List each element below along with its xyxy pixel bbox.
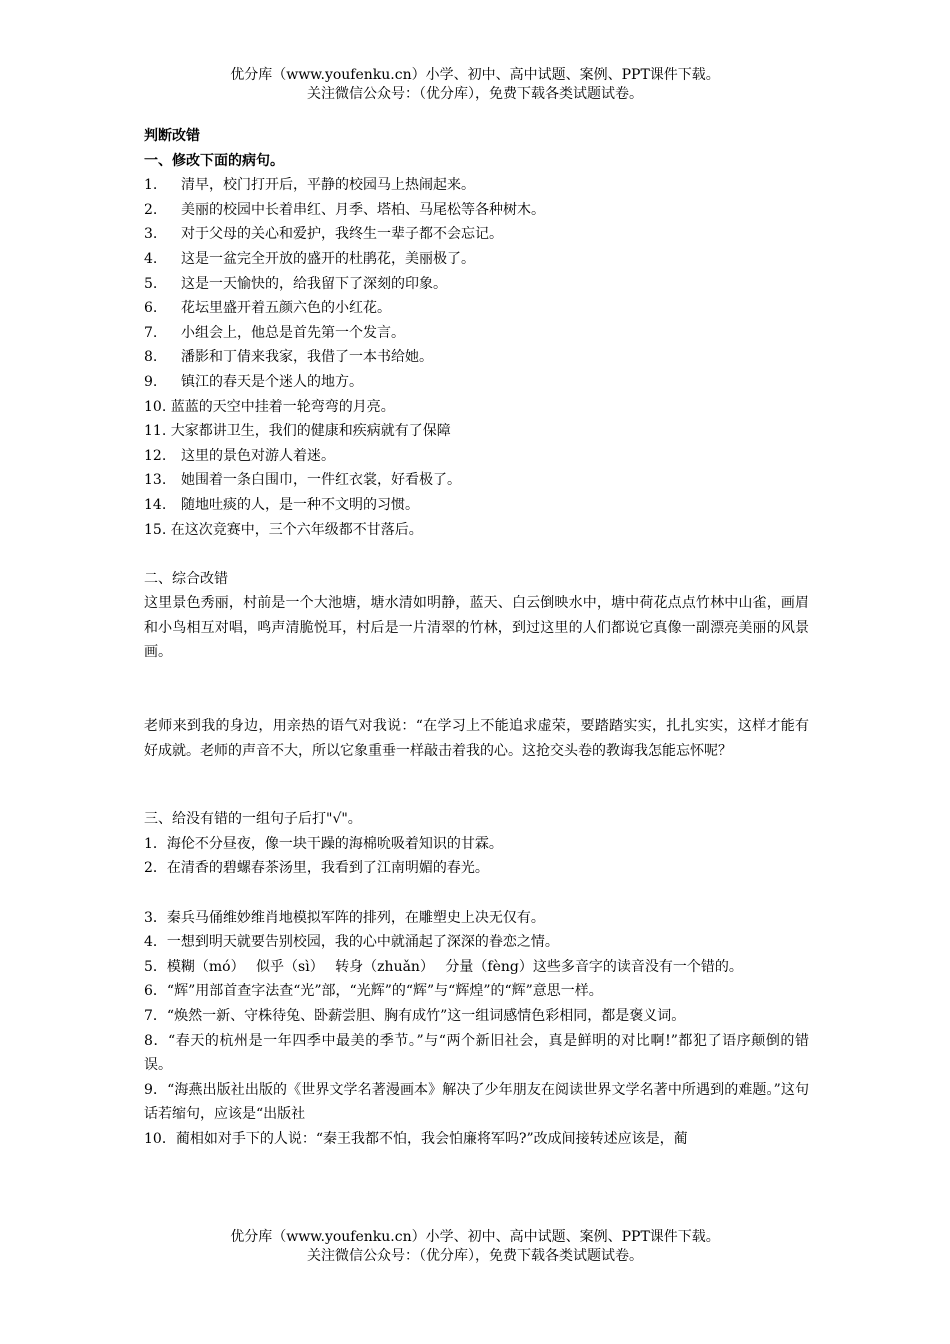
section2-paragraph-1: 这里景色秀丽，村前是一个大池塘，塘水清如明静，蓝天、白云倒映水中，塘中荷花点点竹林中山雀，画眉和小鸟相互对唱，鸣声清脆悦耳，村后是一片清翠的竹林，到过这里的人们都说它真像一副漂亮美丽的风景画。 [144, 595, 809, 661]
item-text: 清早，校门打开后，平静的校园马上热闹起来。 [181, 177, 475, 194]
item-number: 10. [144, 398, 167, 415]
section2-paragraph-2: 老师来到我的身边，用亲热的语气对我说：“在学习上不能追求虚荣，要踏踏实实，扎扎实实，这样才能有好成就。老师的声音不大，所以它象重垂一样敲击着我的心。这抢交头卷的教诲我怎能忘怀呢？ [144, 718, 809, 759]
item-text: 对于父母的关心和爱护，我终生一辈子都不会忘记。 [181, 226, 503, 243]
item-text: 蓝蓝的天空中挂着一轮弯弯的月亮。 [170, 398, 395, 415]
footer-line-1: 优分库（www.youfenku.cn）小学、初中、高中试题、案例、PPT课件下载。 [230, 1229, 720, 1245]
list-item: 5．模糊（mó） 似乎（sì） 转身（zhuǎn） 分量（fèng）这些多音字的读音没有一个错的。 [144, 958, 743, 975]
item-text: 在这次竞赛中，三个六年级都不甘落后。 [170, 521, 423, 538]
item-number: 12. [144, 447, 167, 464]
list-item [144, 419, 809, 444]
list-item: 6．“辉”用部首查字法查“光”部，“光辉”的“辉”与“辉煌”的“辉”意思一样。 [144, 983, 603, 1000]
list-item: 9．“海燕出版社出版的《世界文学名著漫画本》解决了少年朋友在阅读世界文学名著中所遇到的难题。”这句话若缩句，应该是“出版社 [144, 1081, 809, 1123]
document-title: 判断改错 [144, 128, 200, 144]
section3-heading: 三、给没有错的一组句子后打"√"。 [144, 811, 362, 828]
list-item: 3．秦兵马俑维妙维肖地模拟军阵的排列，在雕塑史上决无仅有。 [144, 909, 545, 926]
item-number: 3. [144, 226, 158, 243]
item-number: 7. [144, 324, 158, 341]
list-item [144, 370, 809, 395]
item-text: 花坛里盛开着五颜六色的小红花。 [181, 300, 391, 317]
item-number: 9. [144, 373, 158, 390]
item-number: 2. [144, 201, 158, 218]
list-item [144, 444, 809, 469]
list-item [144, 173, 809, 198]
item-text: 大家都讲卫生，我们的健康和疾病就有了保障 [170, 423, 451, 440]
section2-heading: 二、综合改错 [144, 570, 228, 587]
item-text: 随地吐痰的人，是一种不文明的习惯。 [181, 496, 419, 513]
list-item [144, 222, 809, 247]
list-item: 8．“春天的杭州是一年四季中最美的季节。”与“两个新旧社会，真是鲜明的对比啊!”都犯了语序颠倒的错误。 [144, 1032, 809, 1074]
list-item: 10．蔺相如对手下的人说：“秦王我都不怕，我会怕廉将军吗?”改成间接转述应该是，蔺 [144, 1130, 688, 1147]
item-number: 1. [144, 177, 158, 194]
item-number: 6. [144, 300, 158, 317]
item-number: 11. [144, 423, 167, 440]
item-text: 小组会上，他总是首先第一个发言。 [181, 324, 405, 341]
list-item [144, 198, 809, 223]
list-item: 2．在清香的碧螺春茶汤里，我看到了江南明媚的春光。 [144, 860, 489, 877]
list-item: 7．“焕然一新、守株待兔、卧薪尝胆、胸有成竹”这一组词感情色彩相同，都是褒义词。 [144, 1008, 686, 1024]
list-item [144, 345, 809, 370]
item-text: 这是一天愉快的，给我留下了深刻的印象。 [181, 275, 447, 292]
section1-heading: 一、修改下面的病句。 [144, 152, 284, 169]
list-item [144, 247, 809, 272]
list-item [144, 272, 809, 297]
item-text: 她围着一条白围巾，一件红衣裳，好看极了。 [181, 472, 461, 489]
item-number: 14. [144, 496, 167, 513]
page-footer [0, 1228, 950, 1266]
item-text: 镇江的春天是个迷人的地方。 [181, 373, 363, 390]
item-number: 4. [144, 250, 158, 267]
list-item [144, 296, 809, 321]
document-body [144, 124, 809, 1152]
list-item: 4．一想到明天就要告别校园，我的心中就涌起了深深的眷恋之情。 [144, 934, 559, 951]
list-item [144, 518, 809, 543]
list-item [144, 321, 809, 346]
header-line-2: 关注微信公众号：（优分库），免费下载各类试题试卷。 [307, 86, 643, 102]
item-text: 潘影和丁倩来我家，我借了一本书给她。 [181, 349, 433, 366]
footer-line-2: 关注微信公众号：（优分库），免费下载各类试题试卷。 [307, 1248, 643, 1264]
item-text: 美丽的校园中长着串红、月季、塔柏、马尾松等各种树木。 [181, 201, 545, 218]
header-line-1: 优分库（www.youfenku.cn）小学、初中、高中试题、案例、PPT课件下载。 [230, 67, 720, 83]
item-text: 这是一盆完全开放的盛开的杜鹃花，美丽极了。 [181, 250, 475, 267]
list-item [144, 468, 809, 493]
item-number: 8. [144, 349, 158, 366]
item-number: 5. [144, 275, 158, 292]
item-text: 这里的景色对游人着迷。 [181, 447, 335, 464]
page-header [0, 66, 950, 104]
item-number: 13. [144, 472, 167, 489]
list-item [144, 395, 809, 420]
list-item [144, 493, 809, 518]
list-item: 1．海伦不分昼夜，像一块干躁的海棉吮吸着知识的甘霖。 [144, 835, 503, 852]
item-number: 15. [144, 521, 167, 538]
